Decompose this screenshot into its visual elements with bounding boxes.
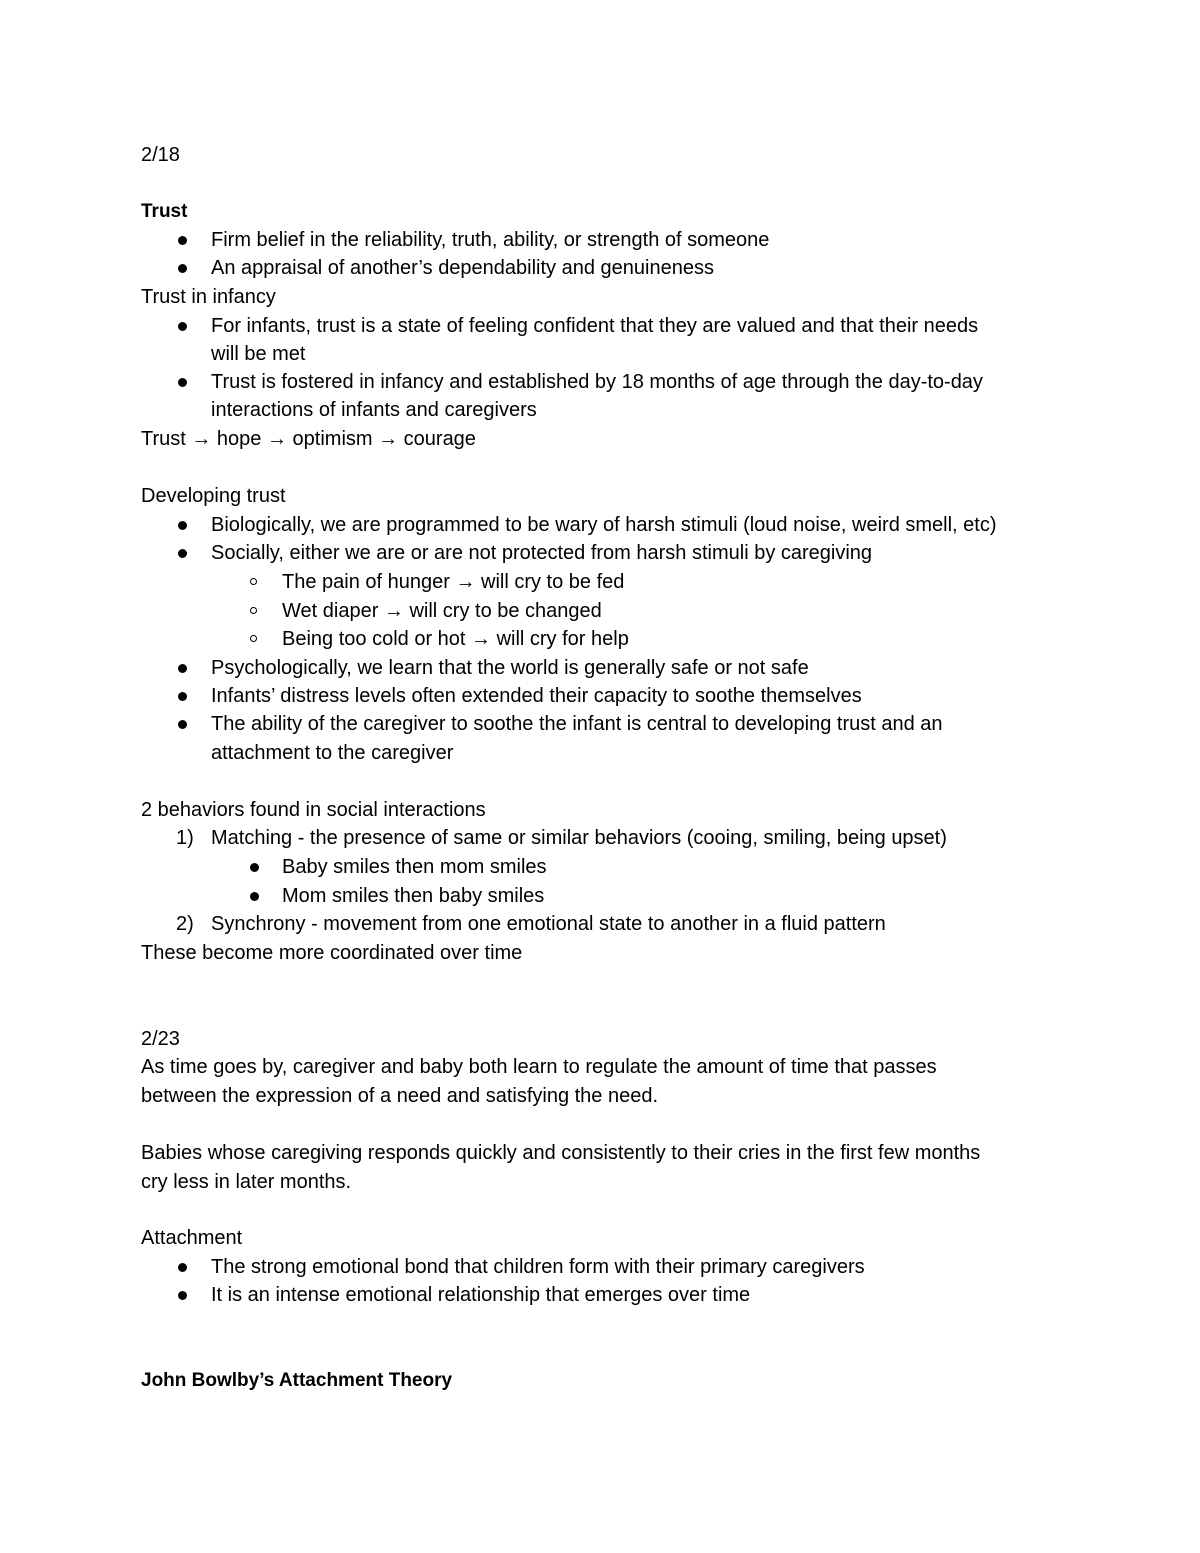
list-item: Trust is fostered in infancy and established by 18 months of age through the day-to-day — [211, 371, 983, 393]
numbered-list-item: Synchrony - movement from one emotional state to another in a fluid pattern — [211, 913, 886, 935]
list-number: 1) — [176, 827, 194, 849]
sub-list-item: The pain of hunger → will cry to be fed — [282, 571, 625, 593]
bullet-icon — [178, 322, 187, 331]
hollow-bullet-icon — [250, 578, 257, 585]
numbered-list-item: Matching - the presence of same or similar behaviors (cooing, smiling, being upset) — [211, 827, 947, 849]
paragraph: Babies whose caregiving responds quickly and consistently to their cries in the first few months — [141, 1142, 981, 1164]
section-heading-trust: Trust — [141, 201, 188, 222]
subheading-developing-trust: Developing trust — [141, 485, 286, 507]
bullet-icon — [178, 521, 187, 530]
bullet-icon — [178, 549, 187, 558]
bullet-icon — [178, 1263, 187, 1272]
behaviors-note: These become more coordinated over time — [141, 942, 523, 964]
paragraph: As time goes by, caregiver and baby both learn to regulate the amount of time that passes — [141, 1056, 937, 1078]
list-item-continuation: attachment to the caregiver — [211, 742, 454, 764]
list-item: Infants’ distress levels often extended their capacity to soothe themselves — [211, 685, 862, 707]
list-item: For infants, trust is a state of feeling confident that they are valued and that their needs — [211, 315, 979, 337]
bullet-icon — [250, 863, 259, 872]
date-heading: 2/18 — [141, 144, 180, 166]
list-item: Socially, either we are or are not protected from harsh stimuli by caregiving — [211, 542, 873, 564]
sub-list-item: Mom smiles then baby smiles — [282, 885, 545, 907]
subheading-attachment: Attachment — [141, 1227, 243, 1249]
list-item: It is an intense emotional relationship that emerges over time — [211, 1284, 751, 1306]
hollow-bullet-icon — [250, 607, 257, 614]
list-item: Biologically, we are programmed to be wary of harsh stimuli (loud noise, weird smell, etc) — [211, 514, 997, 536]
list-item-continuation: will be met — [211, 343, 306, 365]
paragraph-continuation: cry less in later months. — [141, 1171, 352, 1193]
list-item: Firm belief in the reliability, truth, ability, or strength of someone — [211, 229, 770, 251]
bullet-icon — [178, 720, 187, 729]
sub-list-item: Wet diaper → will cry to be changed — [282, 600, 602, 622]
date-heading: 2/23 — [141, 1028, 180, 1050]
bullet-icon — [178, 236, 187, 245]
sub-list-item: Baby smiles then mom smiles — [282, 856, 547, 878]
subheading-trust-in-infancy: Trust in infancy — [141, 286, 276, 308]
list-item: Psychologically, we learn that the world is generally safe or not safe — [211, 657, 809, 679]
list-item: An appraisal of another’s dependability and genuineness — [211, 257, 714, 279]
bullet-icon — [178, 378, 187, 387]
bullet-icon — [250, 892, 259, 901]
sub-list-item: Being too cold or hot → will cry for help — [282, 628, 629, 650]
subheading-behaviors: 2 behaviors found in social interactions — [141, 799, 486, 821]
bullet-icon — [178, 692, 187, 701]
list-item-continuation: interactions of infants and caregivers — [211, 399, 537, 421]
bullet-icon — [178, 1291, 187, 1300]
section-heading-bowlby: John Bowlby’s Attachment Theory — [141, 1370, 453, 1391]
list-item: The strong emotional bond that children form with their primary caregivers — [211, 1256, 865, 1278]
list-item: The ability of the caregiver to soothe the infant is central to developing trust and an — [211, 713, 943, 735]
hollow-bullet-icon — [250, 635, 257, 642]
trust-chain: Trust → hope → optimism → courage — [141, 428, 476, 450]
bullet-icon — [178, 664, 187, 673]
bullet-icon — [178, 264, 187, 273]
list-number: 2) — [176, 913, 194, 935]
paragraph-continuation: between the expression of a need and satisfying the need. — [141, 1085, 659, 1107]
